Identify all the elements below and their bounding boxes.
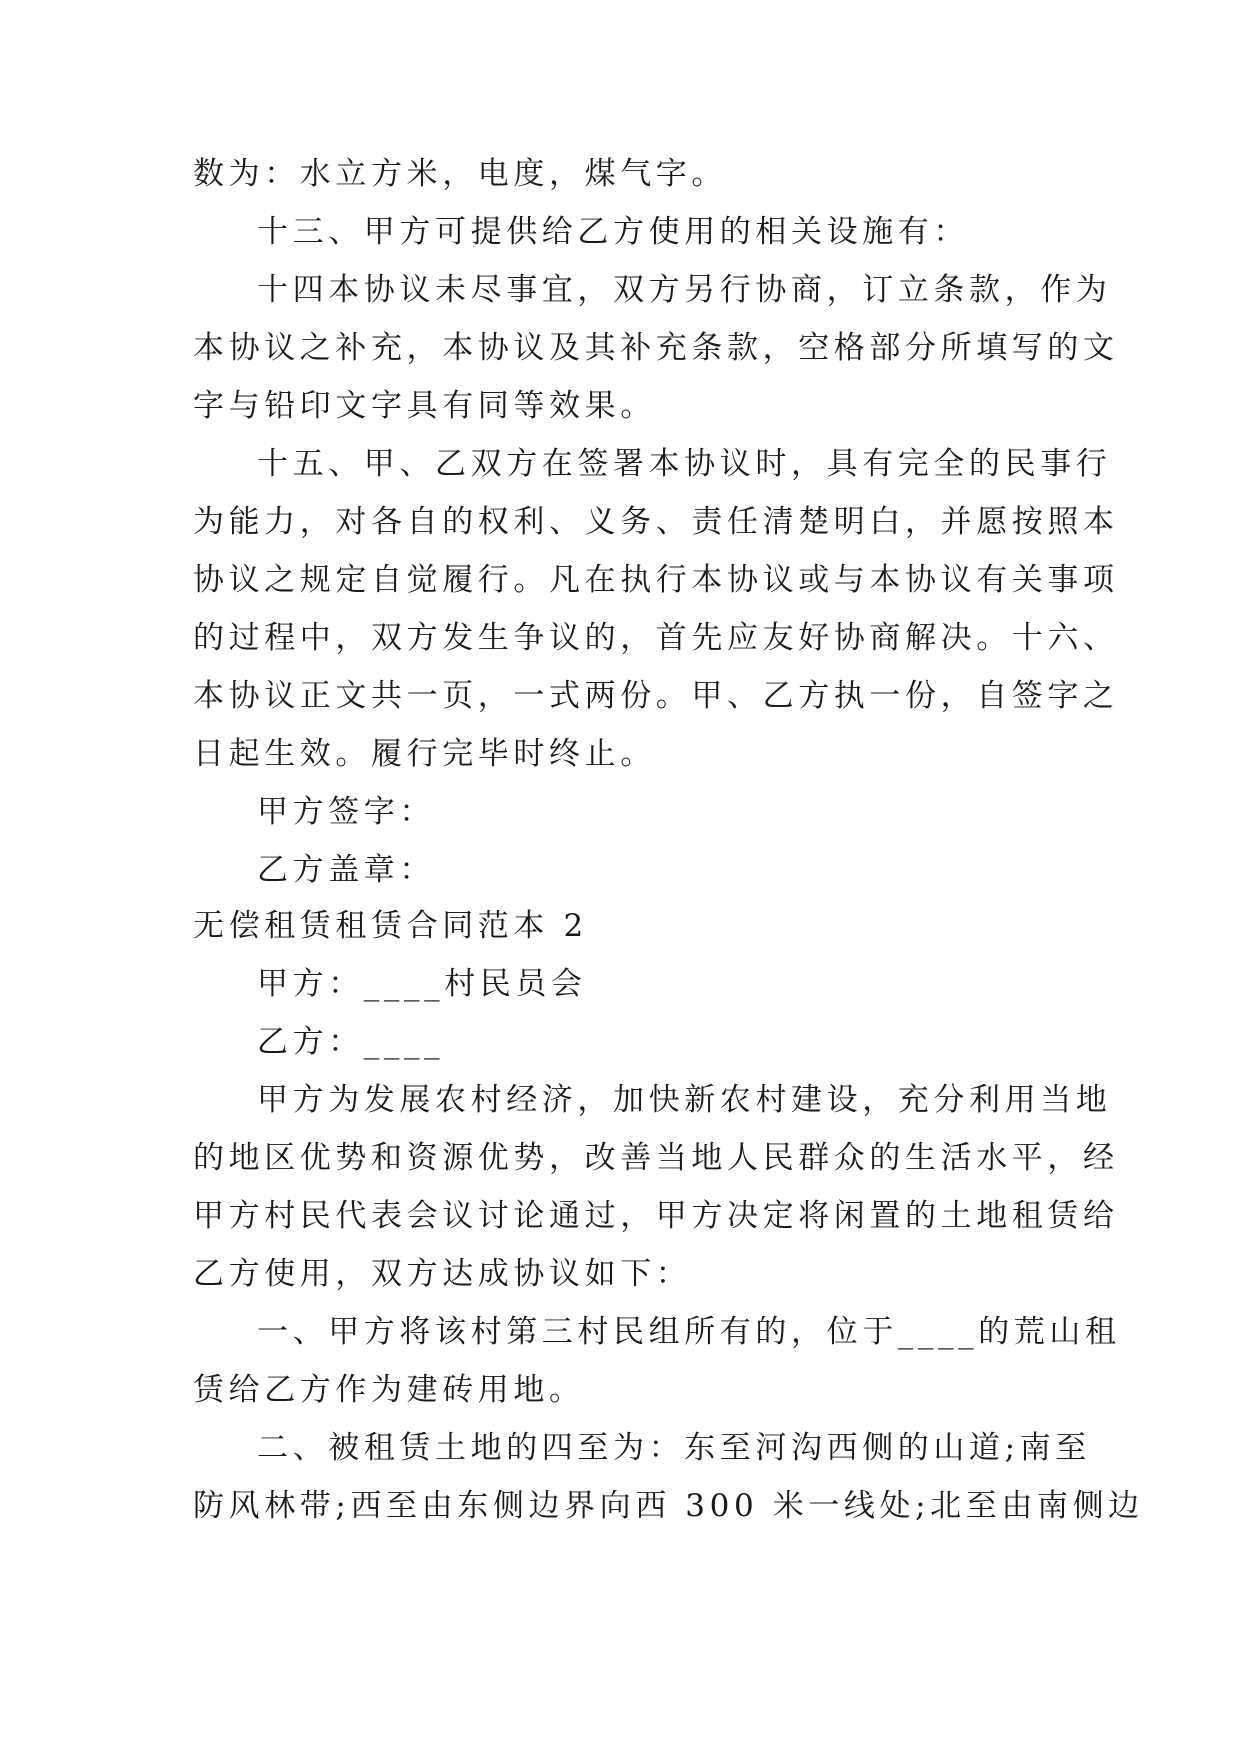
preamble-line: 甲方为发展农村经济，加快新农村建设，充分利用当地 bbox=[257, 1082, 1112, 1118]
clause-2-line: 二、被租赁土地的四至为：东至河沟西侧的山道;南至 bbox=[257, 1430, 1091, 1466]
party-a-signature-line: 甲方签字： bbox=[257, 794, 435, 830]
text-line: 本协议之补充，本协议及其补充条款，空格部分所填写的文 bbox=[193, 330, 1119, 366]
text-line: 本协议正文共一页，一式两份。甲、乙方执一份，自签字之 bbox=[193, 678, 1119, 714]
text-line: 的地区优势和资源优势，改善当地人民群众的生活水平，经 bbox=[193, 1140, 1119, 1176]
text-line: 甲方村民代表会议讨论通过，甲方决定将闲置的土地租赁给 bbox=[193, 1198, 1119, 1234]
text-line: 字与铅印文字具有同等效果。 bbox=[193, 388, 656, 424]
party-b-line: 乙方：____ bbox=[257, 1024, 445, 1060]
text-line: 的过程中，双方发生争议的，首先应友好协商解决。十六、 bbox=[193, 620, 1119, 656]
text-line: 数为：水立方米，电度，煤气字。 bbox=[193, 156, 727, 192]
text-line: 防风林带;西至由东侧边界向西 300 米一线处;北至由南侧边 bbox=[193, 1488, 1144, 1524]
text-line: 乙方使用，双方达成协议如下： bbox=[193, 1256, 692, 1292]
text-line: 协议之规定自觉履行。凡在执行本协议或与本协议有关事项 bbox=[193, 562, 1119, 598]
clause-15-line: 十五、甲、乙双方在签署本协议时，具有完全的民事行 bbox=[257, 446, 1112, 482]
party-a-line: 甲方：____村民员会 bbox=[257, 966, 587, 1002]
text-line: 日起生效。履行完毕时终止。 bbox=[193, 736, 656, 772]
clause-13-line: 十三、甲方可提供给乙方使用的相关设施有： bbox=[257, 214, 969, 250]
text-line: 为能力，对各自的权利、义务、责任清楚明白，并愿按照本 bbox=[193, 504, 1119, 540]
section-heading: 无偿租赁租赁合同范本 2 bbox=[193, 908, 588, 944]
party-b-seal-line: 乙方盖章： bbox=[257, 852, 435, 888]
text-line: 赁给乙方作为建砖用地。 bbox=[193, 1372, 585, 1408]
clause-1-line: 一、甲方将该村第三村民组所有的，位于____的荒山租 bbox=[257, 1314, 1121, 1350]
clause-14-line: 十四本协议未尽事宜，双方另行协商，订立条款，作为 bbox=[257, 272, 1112, 308]
